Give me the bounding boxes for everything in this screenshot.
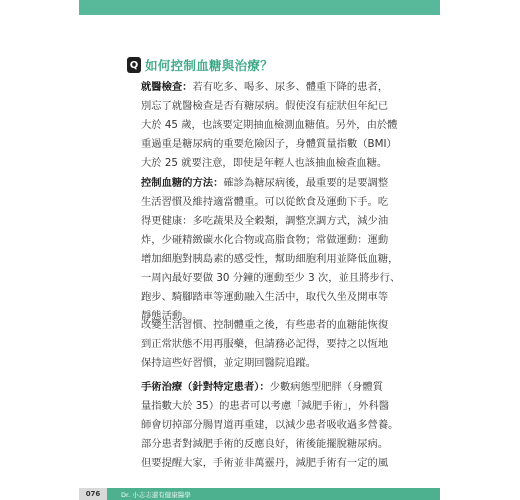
paragraph-line: 改變生活習慣、控制體重之後，有些患者的血糖能恢復 bbox=[141, 319, 389, 331]
paragraph-line-text: 若有吃多、喝多、尿多、體重下降的患者， bbox=[192, 81, 389, 93]
paragraph-line: 靜態活動。 bbox=[141, 310, 193, 322]
paragraph-lifestyle bbox=[141, 316, 403, 373]
paragraph-line: 但要提醒大家，手術並非萬靈丹，減肥手術有一定的風 bbox=[141, 457, 389, 469]
paragraph-line: 別忘了就醫檢查是否有糖尿病。假使沒有症狀但年紀已 bbox=[141, 100, 389, 112]
paragraph-line: 增加細胞對胰島素的感受性，幫助細胞利用並降低血糖， bbox=[141, 253, 399, 265]
paragraph-line: 一周內最好要做 30 分鐘的運動至少 3 次，並且將步行、 bbox=[141, 272, 401, 284]
book-title: Dr. 小志志還有健康醫學 bbox=[121, 490, 191, 499]
paragraph-control-methods bbox=[141, 174, 403, 326]
question-badge-icon: Q bbox=[127, 57, 141, 73]
paragraph-line: 大於 25 就要注意，即使是年輕人也該抽血檢查血糖。 bbox=[141, 157, 388, 169]
paragraph-line: 跑步、騎腳踏車等運動融入生活中，取代久坐及開車等 bbox=[141, 291, 389, 303]
paragraph-heading: 手術治療（針對特定患者）： bbox=[141, 381, 270, 393]
paragraph-line: 量指數大於 35）的患者可以考慮「減肥手術」，外科醫 bbox=[141, 400, 390, 412]
paragraph-line: 得更健康：多吃蔬果及全穀類，調整烹調方式，減少油 bbox=[141, 215, 389, 227]
question-text: 如何控制血糖與治療？ bbox=[145, 58, 274, 73]
paragraph-heading: 控制血糖的方法： bbox=[141, 177, 224, 189]
paragraph-line: 部分患者對減肥手術的反應良好，術後能擺脫糖尿病。 bbox=[141, 438, 389, 450]
top-accent-bar bbox=[79, 0, 440, 15]
paragraph-line: 師會切掉部分腸胃道再重建，以減少患者吸收過多營養。 bbox=[141, 419, 399, 431]
paragraph-surgery bbox=[141, 378, 403, 473]
paragraph-line bbox=[141, 78, 403, 97]
paragraph-line bbox=[141, 174, 403, 193]
paragraph-heading: 就醫檢查： bbox=[141, 81, 193, 93]
paragraph-line: 炸，少碰精緻碳水化合物或高脂食物；常做運動：運動 bbox=[141, 234, 389, 246]
paragraph-line: 保持這些好習慣，並定期回醫院追蹤。 bbox=[141, 357, 317, 369]
paragraph-line: 大於 45 歲，也該要定期抽血檢測血糖值。另外，由於體 bbox=[141, 119, 398, 131]
paragraph-line-text: 少數病態型肥胖（身體質 bbox=[269, 381, 383, 393]
paragraph-checkup bbox=[141, 78, 403, 173]
paragraph-line bbox=[141, 378, 403, 397]
page-number: 076 bbox=[79, 488, 107, 500]
paragraph-line: 到正常狀態不用再服藥，但請務必記得，要持之以恆地 bbox=[141, 338, 389, 350]
paragraph-line: 重過重是糖尿病的重要危險因子，身體質量指數（BMI） bbox=[141, 138, 397, 150]
paragraph-line-text: 確診為糖尿病後，最重要的是要調整 bbox=[223, 177, 389, 189]
question-heading bbox=[127, 56, 273, 74]
page-footer bbox=[79, 488, 440, 500]
paragraph-line: 生活習慣及維持適當體重。可以從飲食及運動下手。吃 bbox=[141, 196, 389, 208]
